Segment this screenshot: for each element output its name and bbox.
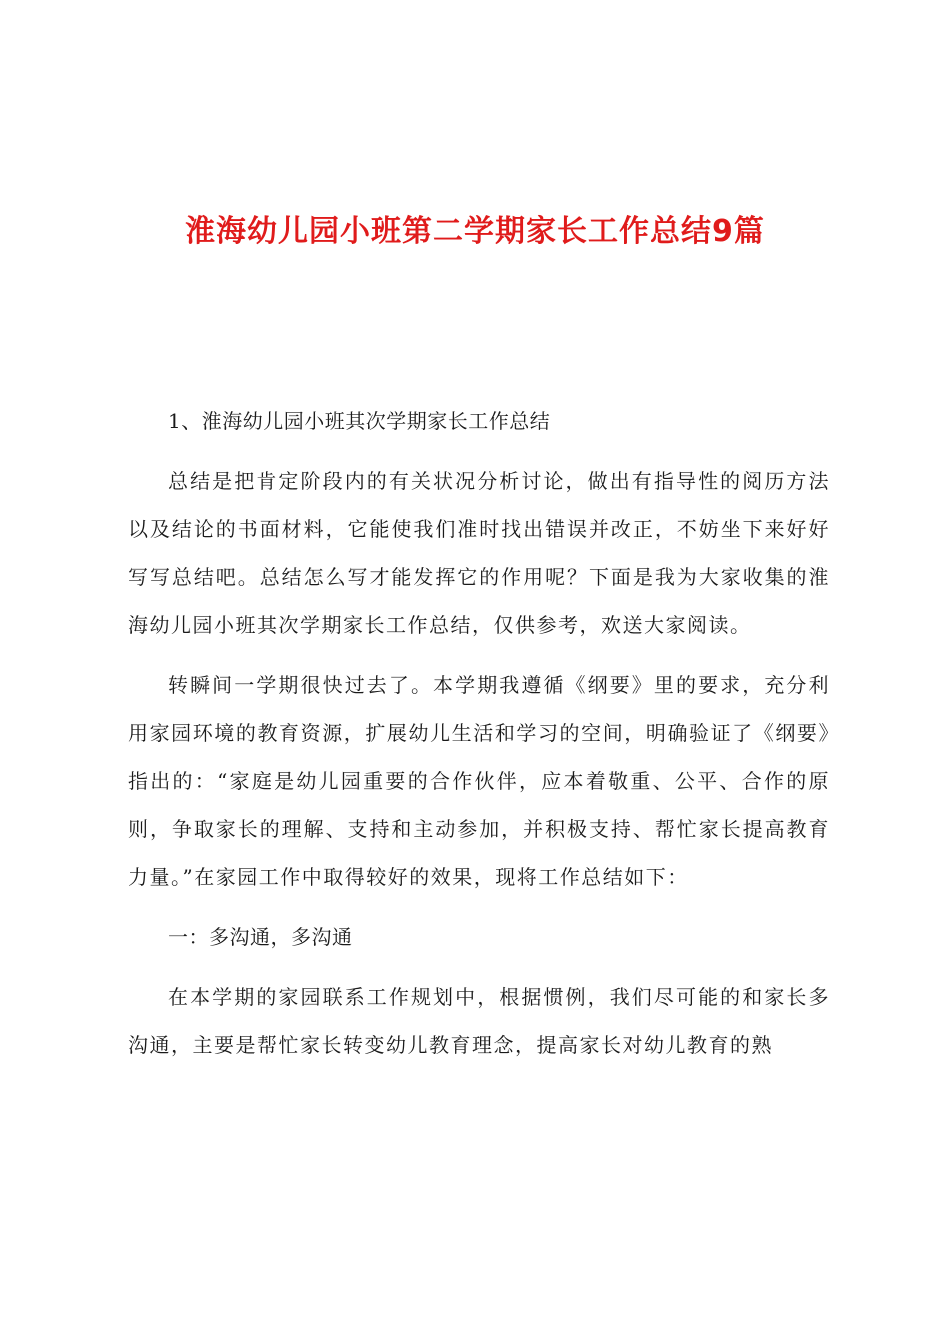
document-title: 淮海幼儿园小班第二学期家长工作总结9篇 (185, 214, 765, 249)
paragraph: 转瞬间一学期很快过去了。本学期我遵循《纲要》里的要求，充分利用家园环境的教育资源，扩展幼儿生活和学习的空间，明确验证了《纲要》指出的：“家庭是幼儿园重要的合作伙伴，应本着敬重、公平、合作的原则，争取家长的理解、支持和主动参加，并积极支持、帮忙家长提高教育力量。”在家园工作中取得较好的效果，现将工作总结如下： (128, 673, 830, 889)
document-body (128, 397, 830, 1081)
section-heading: 一：多沟通，多沟通 (168, 925, 353, 949)
section-heading: 1、淮海幼儿园小班其次学期家长工作总结 (168, 409, 551, 433)
paragraph: 在本学期的家园联系工作规划中，根据惯例，我们尽可能的和家长多沟通，主要是帮忙家长转变幼儿教育理念，提高家长对幼儿教育的熟 (128, 985, 830, 1057)
paragraph: 总结是把肯定阶段内的有关状况分析讨论，做出有指导性的阅历方法以及结论的书面材料，它能使我们准时找出错误并改正，不妨坐下来好好写写总结吧。总结怎么写才能发挥它的作用呢？下面是我为大家收集的淮海幼儿园小班其次学期家长工作总结，仅供参考，欢送大家阅读。 (128, 469, 830, 637)
